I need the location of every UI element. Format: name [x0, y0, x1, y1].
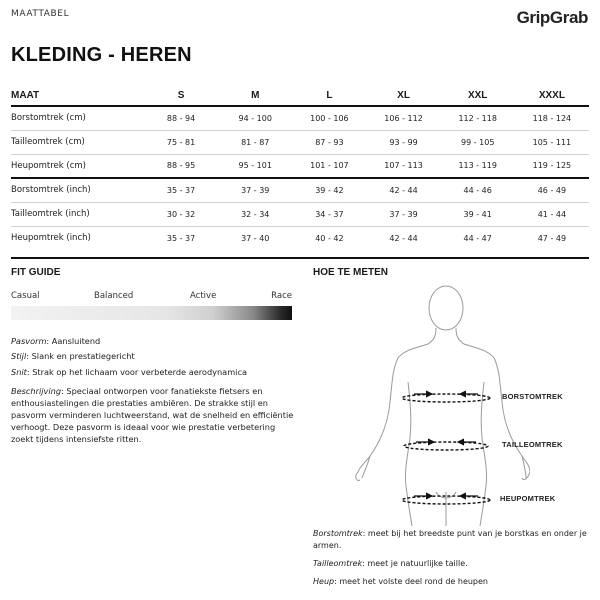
- note-waist-label: Tailleomtrek: [313, 559, 363, 568]
- table-cell: 39 - 41: [441, 202, 515, 226]
- fit-description: [11, 385, 296, 445]
- column-header-xxl: XXL: [441, 87, 515, 106]
- size-table-header: [11, 87, 589, 106]
- column-header-xl: XL: [366, 87, 440, 106]
- table-row: [11, 226, 589, 250]
- body-figure-illustration: [330, 278, 530, 526]
- how-to-measure-title: HOE TE METEN: [313, 267, 389, 278]
- stijl-value: : Slank en prestatiegericht: [26, 351, 135, 361]
- table-cell: 44 - 46: [441, 178, 515, 202]
- table-cell: 107 - 113: [366, 154, 440, 178]
- fit-label-balanced: Balanced: [94, 291, 134, 301]
- note-waist-text: : meet je natuurlijke taille.: [362, 559, 468, 568]
- label-hip: HEUPOMTREK: [500, 494, 556, 503]
- column-header-size: MAAT: [11, 87, 144, 106]
- table-cell: 88 - 95: [144, 154, 218, 178]
- fit-stijl: [11, 350, 296, 362]
- measure-rings: [402, 394, 490, 504]
- stijl-label: Stijl: [11, 351, 27, 361]
- page-title: KLEDING - HEREN: [11, 44, 192, 66]
- note-chest-label: Borstomtrek: [313, 529, 363, 538]
- row-label: Tailleomtrek (cm): [11, 130, 144, 154]
- table-row: [11, 178, 589, 202]
- note-hip-label: Heup: [313, 577, 335, 586]
- table-cell: 94 - 100: [218, 106, 292, 130]
- snit-label: Snit: [11, 367, 27, 377]
- table-cell: 37 - 40: [241, 233, 270, 243]
- column-header-l: L: [292, 87, 366, 106]
- table-cell: 42 - 44: [389, 233, 418, 243]
- fit-guide-title: FIT GUIDE: [11, 267, 61, 278]
- row-label: Borstomtrek (inch): [11, 178, 144, 202]
- table-cell: 106 - 112: [366, 106, 440, 130]
- snit-value: : Strak op het lichaam voor verbeterde aerodynamica: [26, 367, 247, 377]
- column-header-xxxl: XXXL: [515, 87, 589, 106]
- table-cell: 113 - 119: [441, 154, 515, 178]
- row-label: Tailleomtrek (inch): [11, 202, 144, 226]
- table-cell: 93 - 99: [366, 130, 440, 154]
- table-cell: 88 - 94: [144, 106, 218, 130]
- note-hip-text: : meet het volste deel rond de heupen: [334, 577, 489, 586]
- table-cell: 35 - 37: [166, 233, 196, 243]
- table-cell: 39 - 42: [292, 178, 366, 202]
- row-label: Heupomtrek (inch): [11, 233, 91, 244]
- note-chest: [313, 528, 593, 552]
- beschrijving-value: : Speciaal ontworpen voor fanatiekste fietsers en enthousiastelingen die prestaties ambiëren. De strakke stijl en pasvorm verminderen luchtweerstand, wat de snelheid en efficiëntie verhoogt. Deze pasvorm is ideaal voor wie prestatie verbetering zoekt tijdens intensiefste ritten.: [11, 386, 294, 444]
- note-hip: [313, 576, 593, 588]
- table-cell: 95 - 101: [218, 154, 292, 178]
- fit-label-race: Race: [271, 291, 292, 301]
- table-cell: 118 - 124: [515, 106, 589, 130]
- table-row: [11, 202, 589, 226]
- fit-label-casual: Casual: [11, 291, 40, 301]
- table-cell: 41 - 44: [515, 202, 589, 226]
- table-cell: 81 - 87: [218, 130, 292, 154]
- section-divider: [11, 257, 589, 259]
- figure-head: [429, 286, 463, 330]
- table-cell: 100 - 106: [292, 106, 366, 130]
- table-cell: 101 - 107: [292, 154, 366, 178]
- table-row: [11, 130, 589, 154]
- row-label: Borstomtrek (cm): [11, 106, 144, 130]
- table-cell: 119 - 125: [515, 154, 589, 178]
- table-cell: 34 - 37: [292, 202, 366, 226]
- beschrijving-label: Beschrijving: [11, 386, 62, 396]
- size-table: [11, 87, 589, 250]
- table-cell: 30 - 32: [144, 202, 218, 226]
- table-cell: 40 - 42: [315, 233, 344, 243]
- fit-gradient-bar: [11, 306, 292, 320]
- table-cell: 42 - 44: [366, 178, 440, 202]
- waist-measure-ring: [404, 442, 488, 450]
- table-cell: 44 - 47: [463, 233, 492, 243]
- column-header-s: S: [144, 87, 218, 106]
- table-cell: 37 - 39: [366, 202, 440, 226]
- fit-scale-labels: [11, 291, 292, 303]
- brand-logo: GripGrab: [516, 8, 588, 27]
- table-cell: 87 - 93: [292, 130, 366, 154]
- table-cell: 112 - 118: [441, 106, 515, 130]
- table-cell: 47 - 49: [537, 233, 567, 243]
- row-label: Heupomtrek (cm): [11, 154, 144, 178]
- table-cell: 35 - 37: [144, 178, 218, 202]
- fit-pasvorm: [11, 335, 296, 347]
- chest-measure-ring: [402, 394, 490, 402]
- table-cell: 37 - 39: [218, 178, 292, 202]
- note-chest-text: : meet bij het breedste punt van je borstkas en onder je armen.: [313, 529, 587, 550]
- fit-snit: [11, 366, 296, 378]
- pasvorm-label: Pasvorm: [11, 336, 47, 346]
- table-cell: 99 - 105: [441, 130, 515, 154]
- pasvorm-value: : Aansluitend: [46, 336, 101, 346]
- table-cell: 46 - 49: [515, 178, 589, 202]
- table-cell: 105 - 111: [515, 130, 589, 154]
- label-waist: TAILLEOMTREK: [502, 440, 563, 449]
- table-row: [11, 154, 589, 178]
- label-chest: BORSTOMTREK: [502, 392, 563, 401]
- column-header-m: M: [218, 87, 292, 106]
- note-waist: [313, 558, 593, 570]
- table-row: [11, 106, 589, 130]
- page-category-label: MAATTABEL: [11, 9, 70, 19]
- fit-label-active: Active: [190, 291, 217, 301]
- table-cell: 32 - 34: [218, 202, 292, 226]
- table-cell: 75 - 81: [144, 130, 218, 154]
